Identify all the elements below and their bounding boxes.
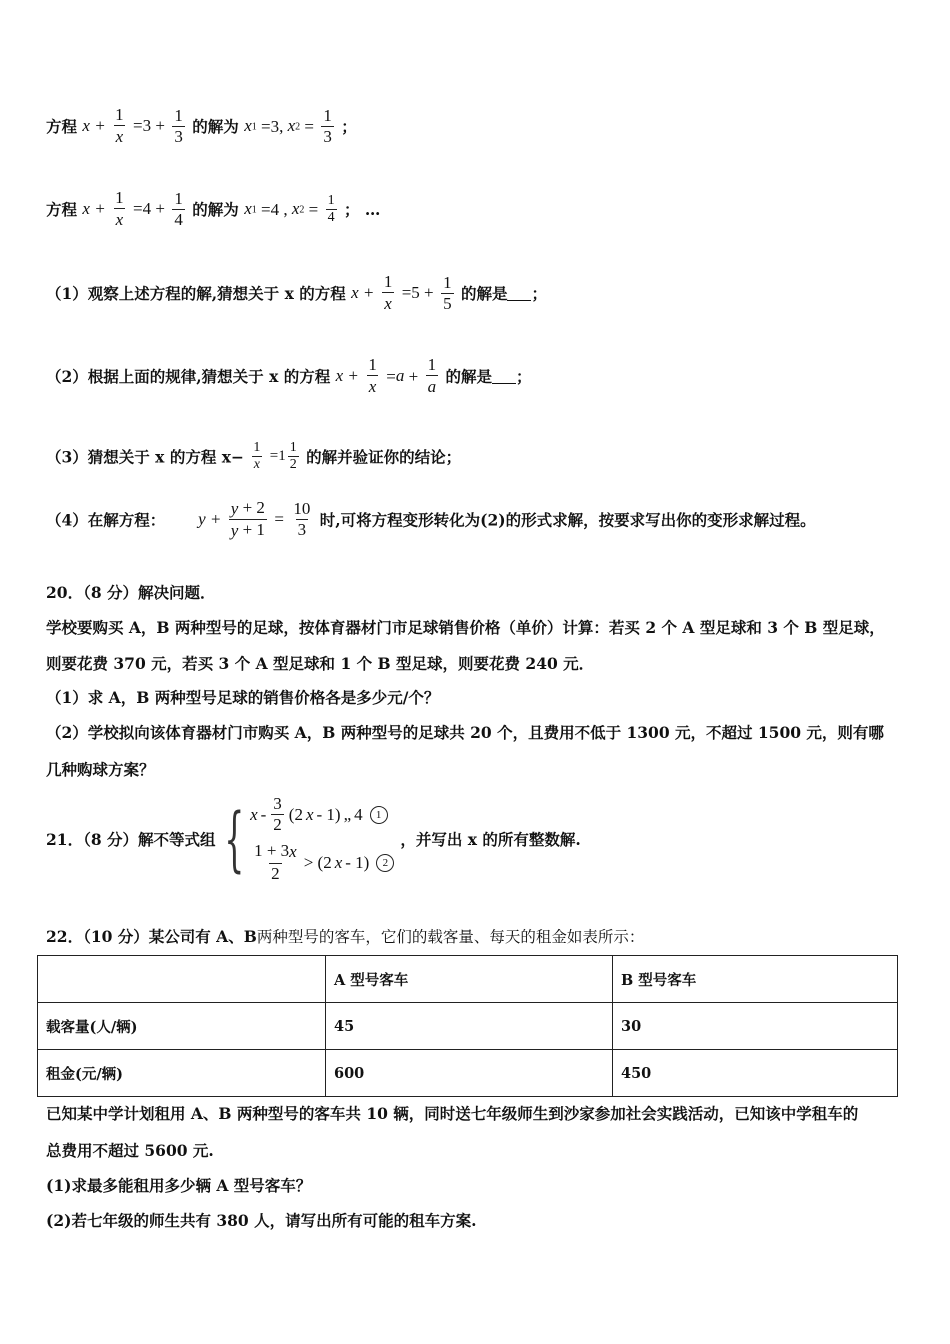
- q21: [46, 789, 581, 889]
- p2-text: （2）根据上面的规律,猜想关于 x 的方程: [46, 367, 331, 387]
- q20-body-line1: 学校要购买 A，B 两种型号的足球，按体育器材门市足球销售价格（单价）计算：若买 2 个 A 型足球和 3 个 B 型足球，: [46, 618, 885, 637]
- equation-example-3: [46, 188, 380, 230]
- p2-blank[interactable]: [492, 369, 516, 384]
- inequality-system: [220, 794, 395, 883]
- table-header-cell: A 型号客车: [326, 956, 613, 1003]
- table-cell: 载客量(人/辆): [38, 1003, 326, 1050]
- eq3-end: ； …: [344, 200, 381, 220]
- bus-table: [37, 955, 898, 1097]
- q20-sub1: （1）求 A，B 两种型号足球的销售价格各是多少元/个？: [46, 688, 440, 707]
- p2-eq: =a +: [386, 365, 419, 386]
- eq3-frac-1-over-x: $\frac{1}{x}$: [115, 188, 124, 230]
- p1-frac-5: $\frac{1}{5}$: [443, 272, 452, 313]
- eq2-eq: =3 +: [133, 116, 165, 136]
- q22-title: [46, 925, 644, 947]
- q19-part-3: [46, 440, 461, 473]
- eq3-lhs: x +: [82, 199, 106, 219]
- eq2-prefix: 方程: [46, 117, 78, 137]
- p3-tail: 的解并验证你的结论；: [306, 447, 462, 467]
- inequality-1: x - $\frac{3}{2}$ (2 x - 1) „ 4 1: [250, 794, 394, 835]
- eq3-prefix: 方程: [46, 200, 78, 220]
- p3-frac-x: $\frac{1}{x}$: [253, 440, 261, 472]
- eq3-sol2-frac: $\frac{1}{4}$: [327, 192, 335, 225]
- q22-sub1: (1)求最多能租用多少辆 A 型号客车？: [46, 1176, 312, 1195]
- p1-frac-x: $\frac{1}{x}$: [383, 272, 393, 314]
- eq2-frac-1-over-x: $\frac{1}{x}$: [115, 105, 124, 147]
- p1-text: （1）观察上述方程的解,猜想关于 x 的方程: [46, 284, 346, 304]
- q22-sub2: (2)若七年级的师生共有 380 人，请写出所有可能的租车方案.: [46, 1211, 477, 1230]
- p1-blank[interactable]: [507, 286, 531, 301]
- q19-part-1: [46, 272, 547, 314]
- q22-after-line1: 已知某中学计划租用 A、B 两种型号的客车共 10 辆，同时送七年级师生到沙家参加社会实践活动，已知该中学租车的: [46, 1104, 859, 1123]
- table-row: [38, 1050, 898, 1097]
- ineq2-frac: $\frac{1 + 3x}{2}$: [254, 841, 297, 883]
- p3-eq: =1: [269, 448, 286, 465]
- p2-lhs: x +: [335, 366, 359, 386]
- eq2-mid: 的解为: [192, 117, 239, 137]
- eq2-sol1: x1 =3, x2 =: [244, 115, 314, 136]
- q20-sub2-line1: （2）学校拟向该体育器材门市购买 A，B 两种型号的足球共 20 个，且费用不低于 1300 元，不超过 1500 元，则有哪: [46, 723, 884, 742]
- table-cell: 450: [613, 1050, 898, 1097]
- eq2-frac-1-over-3: $\frac{1}{3}$: [174, 105, 183, 146]
- q19-part-4: [46, 498, 816, 541]
- table-cell: 30: [613, 1003, 898, 1050]
- p3-frac-half: $\frac{1}{2}$: [289, 440, 297, 473]
- q20-title: 20．（8 分）解决问题．: [46, 583, 216, 602]
- eq3-mid: 的解为: [192, 200, 239, 220]
- p2-tail: 的解是: [445, 367, 492, 387]
- q20-body-line2: 则要花费 370 元，若买 3 个 A 型足球和 1 个 B 型足球，则要花费 240 元．: [46, 654, 595, 673]
- eq3-sol1: x1 =4 , x2 =: [244, 198, 319, 219]
- q21-suffix: ，并写出 x 的所有整数解.: [400, 830, 581, 849]
- table-header-cell: B 型号客车: [613, 956, 898, 1003]
- table-row: [38, 1003, 898, 1050]
- eq2-sol2-frac: $\frac{1}{3}$: [323, 105, 332, 146]
- eq3-eq: =4 +: [133, 199, 165, 219]
- circle-2-icon: 2: [376, 854, 394, 872]
- table-cell: 600: [326, 1050, 613, 1097]
- table-cell: 租金(元/辆): [38, 1050, 326, 1097]
- table-header-cell: [38, 956, 326, 1003]
- p4-frac-10-3: $\frac{10}{3}$: [293, 499, 311, 540]
- p2-end: ；: [515, 367, 532, 387]
- table-cell: 45: [326, 1003, 613, 1050]
- p1-lhs: x +: [351, 283, 375, 303]
- p4-frac-y: $\frac{y + 2}{y + 1}$: [230, 498, 265, 541]
- p4-lhs: y +: [198, 509, 222, 529]
- equation-example-2: [46, 105, 357, 147]
- eq2-end: ；: [341, 117, 357, 137]
- q22-after-line2: 总费用不超过 5600 元.: [46, 1141, 214, 1160]
- q22-title-normal: 两种型号的客车，它们的载客量、每天的租金如表所示：: [256, 928, 645, 946]
- eq2-lhs: x +: [82, 116, 106, 136]
- left-brace-icon: {: [223, 798, 244, 880]
- q19-part-2: [46, 355, 532, 397]
- circle-1-icon: 1: [370, 806, 388, 824]
- q20-sub2-line2: 几种购球方案？: [46, 760, 155, 779]
- p2-frac-a: $\frac{1}{a}$: [427, 355, 437, 397]
- q22-title-bold: 22．（10 分）某公司有 A、B: [46, 927, 257, 946]
- p3-text: （3）猜想关于 x 的方程 x−: [46, 447, 244, 467]
- p2-frac-x: $\frac{1}{x}$: [368, 355, 377, 397]
- inequality-2: $\frac{1 + 3x}{2}$ > (2 x - 1) 2: [250, 841, 394, 883]
- p1-end: ；: [531, 284, 547, 304]
- p1-tail: 的解是: [460, 284, 508, 304]
- ineq1-frac: $\frac{3}{2}$: [273, 794, 282, 835]
- p4-eq: =: [274, 509, 284, 529]
- eq3-frac-1-over-4: $\frac{1}{4}$: [174, 188, 183, 229]
- p4-text: （4）在解方程：: [46, 510, 166, 530]
- q21-prefix: 21．（8 分）解不等式组: [46, 830, 216, 849]
- p4-tail: 时,可将方程变形转化为(2)的形式求解，按要求写出你的变形求解过程。: [319, 510, 816, 530]
- table-header-row: [38, 956, 898, 1003]
- p1-eq: =5 +: [401, 283, 434, 303]
